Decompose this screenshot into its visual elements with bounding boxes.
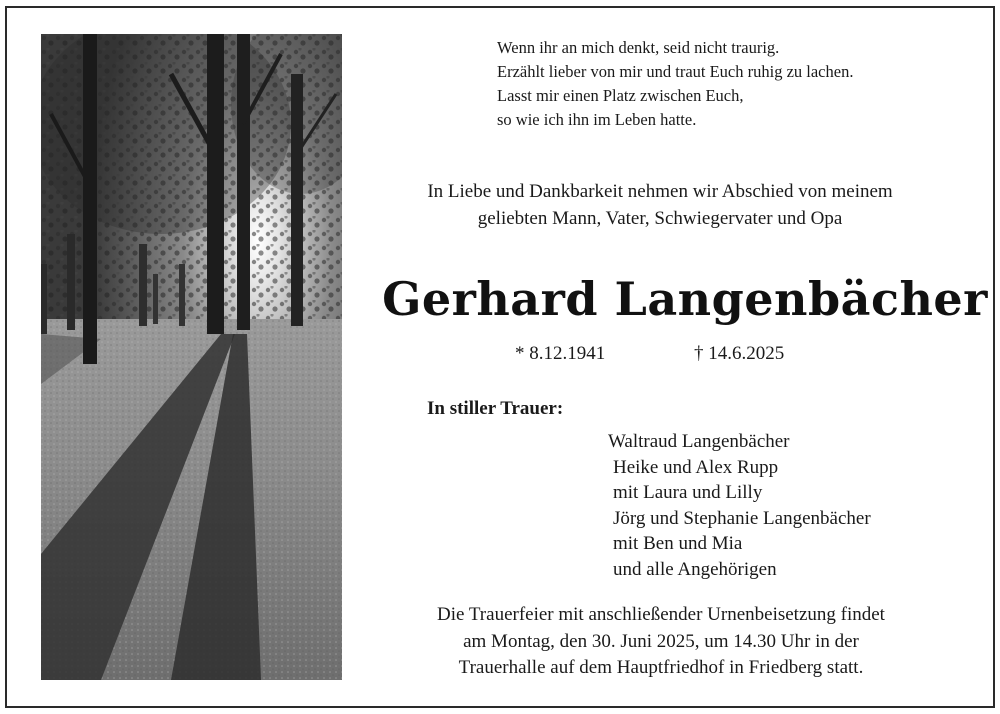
intro-line: geliebten Mann, Vater, Schwiegervater und Opa — [477, 208, 843, 229]
ceremony-line: Trauerhalle auf dem Hauptfriedhof in Friedberg statt. — [458, 657, 864, 678]
park-trees-photo — [41, 34, 342, 680]
mourning-label: In stiller Trauer: — [427, 398, 564, 419]
mourner-name: Waltraud Langenbächer — [608, 431, 790, 452]
park-trees-sunlight-image — [41, 34, 342, 680]
mourner-name: Jörg und Stephanie Langenbächer — [613, 507, 871, 529]
mourner-name: Heike und Alex Rupp — [613, 456, 779, 478]
mourner-name: und alle Angehörigen — [613, 558, 777, 580]
birth-date: * 8.12.1941 — [515, 343, 606, 364]
intro-line: In Liebe und Dankbarkeit nehmen wir Abschied von meinem — [427, 181, 893, 202]
ceremony-line: am Montag, den 30. Juni 2025, um 14.30 Uhr in der — [463, 630, 859, 652]
poem-line: Erzählt lieber von mir und traut Euch ruhig zu lachen. — [497, 62, 854, 81]
ceremony-info — [345, 602, 977, 682]
mourners-list — [608, 429, 871, 582]
mourner-name: mit Laura und Lilly — [613, 482, 763, 503]
death-date: † 14.6.2025 — [694, 343, 785, 364]
ceremony-line: Die Trauerfeier mit anschließender Urnenbeisetzung findet — [437, 604, 885, 625]
poem-line: so wie ich ihn im Leben hatte. — [497, 110, 697, 129]
mourner-name: mit Ben und Mia — [613, 533, 743, 554]
poem-line: Wenn ihr an mich denkt, seid nicht traurig. — [497, 38, 780, 57]
deceased-name: Gerhard Langenbächer — [382, 272, 988, 326]
poem-line: Lasst mir einen Platz zwischen Euch, — [497, 86, 744, 105]
poem — [497, 36, 853, 132]
farewell-intro — [345, 178, 975, 232]
